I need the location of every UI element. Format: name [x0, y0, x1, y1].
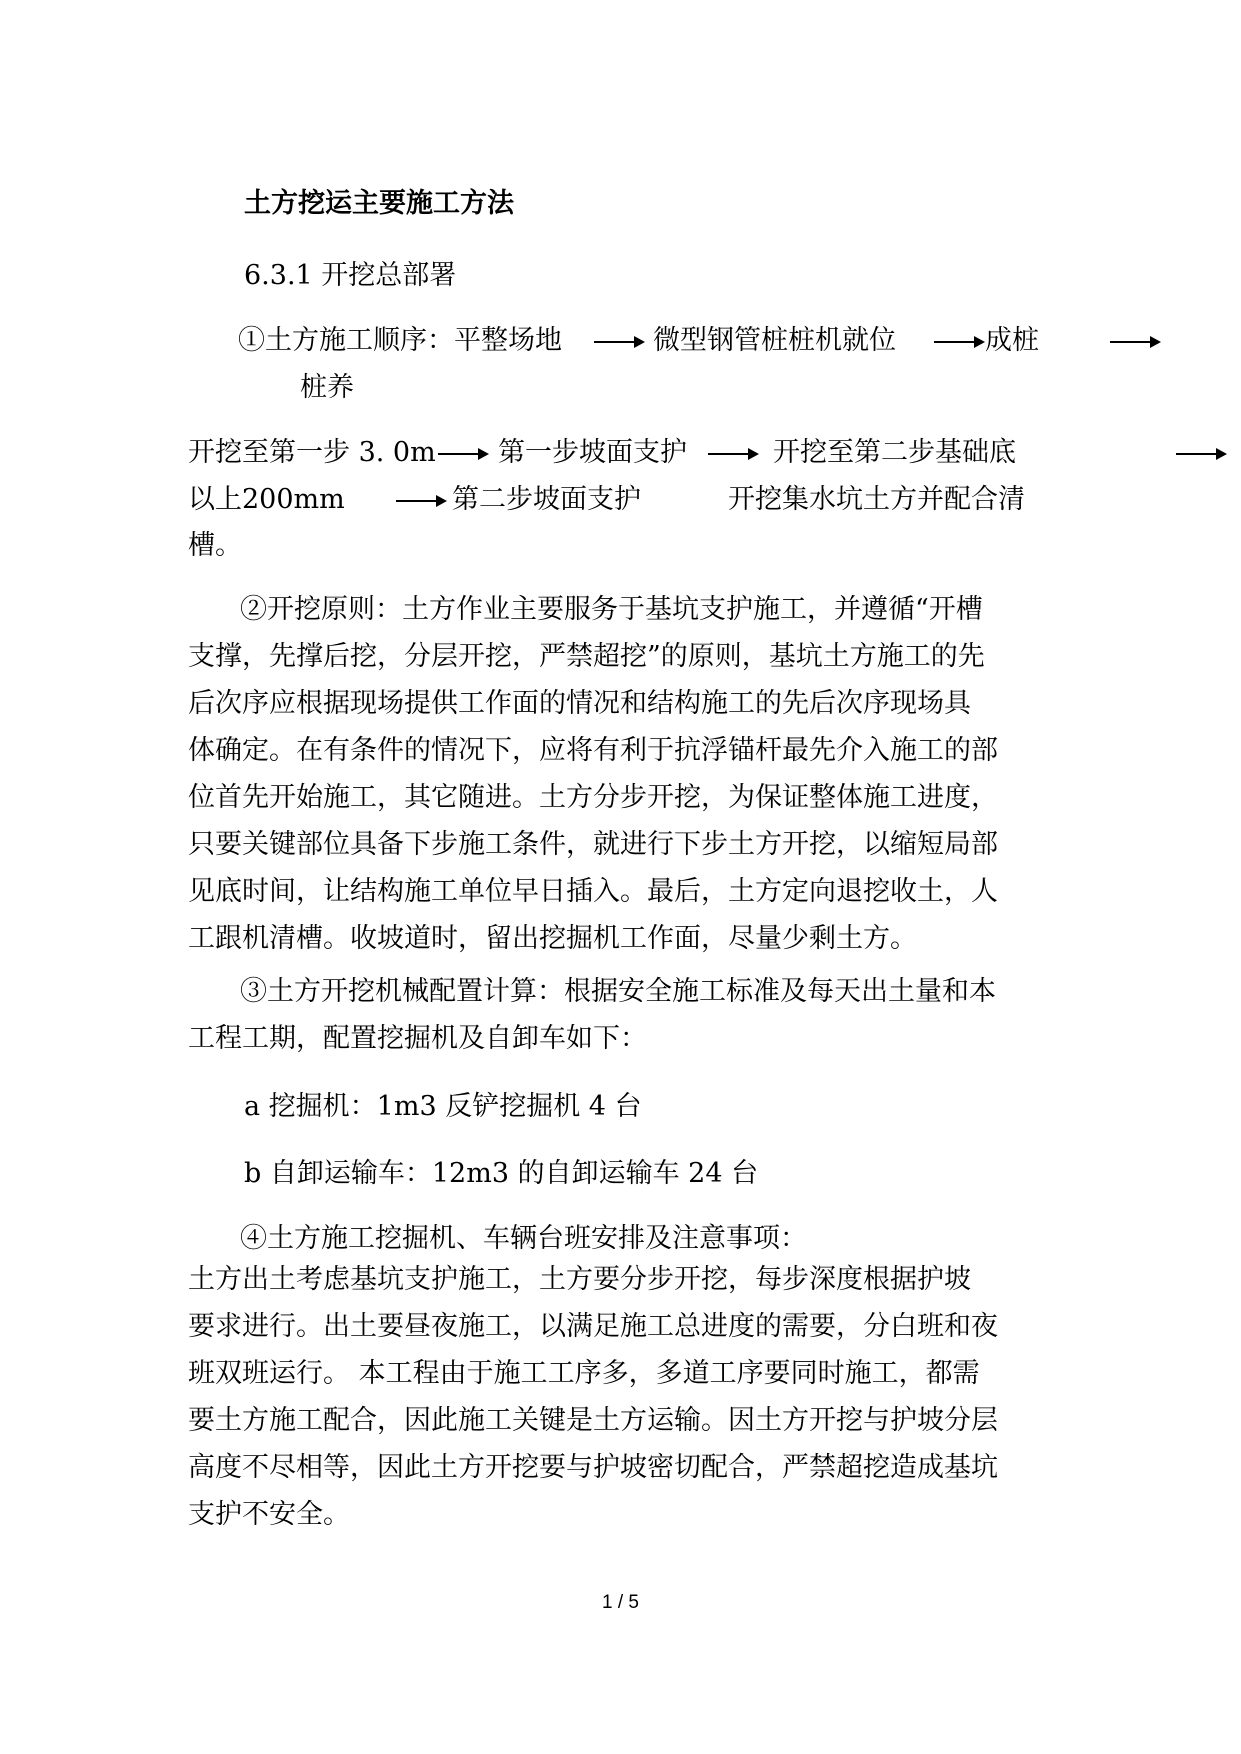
section-heading: 6.3.1 开挖总部署	[244, 260, 457, 291]
arrow-icon	[934, 341, 983, 343]
paragraph-line: 体确定。在有条件的情况下，应将有利于抗浮锚杆最先介入施工的部	[188, 735, 998, 766]
paragraph-line: 高度不尽相等，因此土方开挖要与护坡密切配合，严禁超挖造成基坑	[188, 1452, 998, 1483]
final-paragraph	[188, 1256, 1048, 1538]
arrow-icon	[708, 453, 757, 455]
paragraph-line: 班双班运行。 本工程由于施工工序多，多道工序要同时施工，都需	[188, 1358, 980, 1389]
paragraph-line: 要土方施工配合，因此施工关键是土方运输。因土方开挖与护坡分层	[188, 1405, 998, 1436]
machine-paragraph	[188, 968, 1048, 1062]
paragraph-line: 后次序应根据现场提供工作面的情况和结构施工的先后次序现场具	[188, 688, 971, 719]
paragraph-line: 要求进行。出土要昼夜施工，以满足施工总进度的需要，分白班和夜	[188, 1311, 998, 1342]
sequence-step: 第二步坡面支护	[452, 484, 641, 515]
paragraph-line: 工跟机清槽。收坡道时，留出挖掘机工作面，尽量少剩土方。	[188, 923, 917, 954]
sequence-step: 开挖至第二步基础底	[773, 437, 1016, 468]
page-number: 1 / 5	[602, 1592, 639, 1613]
sequence-step: 第一步坡面支护	[498, 437, 687, 468]
truck-item: b 自卸运输车：12m3 的自卸运输车 24 台	[244, 1158, 759, 1189]
sequence-step: 开挖至第一步 3. 0m	[188, 437, 436, 468]
paragraph-line: 支撑，先撑后挖，分层开挖，严禁超挖”的原则，基坑土方施工的先	[188, 641, 985, 672]
paragraph-line: 位首先开始施工，其它随进。土方分步开挖，为保证整体施工进度，	[188, 782, 998, 813]
sequence-label: ①土方施工顺序：平整场地	[238, 325, 562, 356]
arrangement-heading: ④土方施工挖掘机、车辆台班安排及注意事项：	[240, 1223, 807, 1254]
paragraph-line: 只要关键部位具备下步施工条件，就进行下步土方开挖，以缩短局部	[188, 829, 998, 860]
paragraph-line: 见底时间，让结构施工单位早日插入。最后，土方定向退挖收土，人	[188, 876, 998, 907]
paragraph-line: 土方出土考虑基坑支护施工，土方要分步开挖，每步深度根据护坡	[188, 1264, 971, 1295]
sequence-step: 微型钢管桩桩机就位	[653, 325, 896, 356]
arrow-icon	[1176, 453, 1225, 455]
page-title: 土方挖运主要施工方法	[244, 188, 514, 219]
sequence-step: 槽。	[188, 530, 242, 561]
paragraph-line: 支护不安全。	[188, 1499, 350, 1530]
sequence-step: 以上200mm	[188, 484, 345, 515]
sequence-step: 成桩	[985, 325, 1039, 356]
principle-paragraph	[188, 586, 1048, 962]
arrow-icon	[396, 500, 445, 502]
paragraph-line: ③土方开挖机械配置计算：根据安全施工标准及每天出土量和本	[240, 976, 996, 1007]
excavator-item: a 挖掘机：1m3 反铲挖掘机 4 台	[244, 1091, 642, 1122]
arrow-icon	[1110, 341, 1159, 343]
sequence-step: 开挖集水坑土方并配合清	[728, 484, 1025, 515]
paragraph-line: ②开挖原则：土方作业主要服务于基坑支护施工，并遵循“开槽	[240, 594, 983, 625]
paragraph-line: 工程工期，配置挖掘机及自卸车如下：	[188, 1023, 647, 1054]
arrow-icon	[594, 341, 643, 343]
sequence-step: 桩养	[300, 372, 354, 403]
arrow-icon	[438, 453, 487, 455]
